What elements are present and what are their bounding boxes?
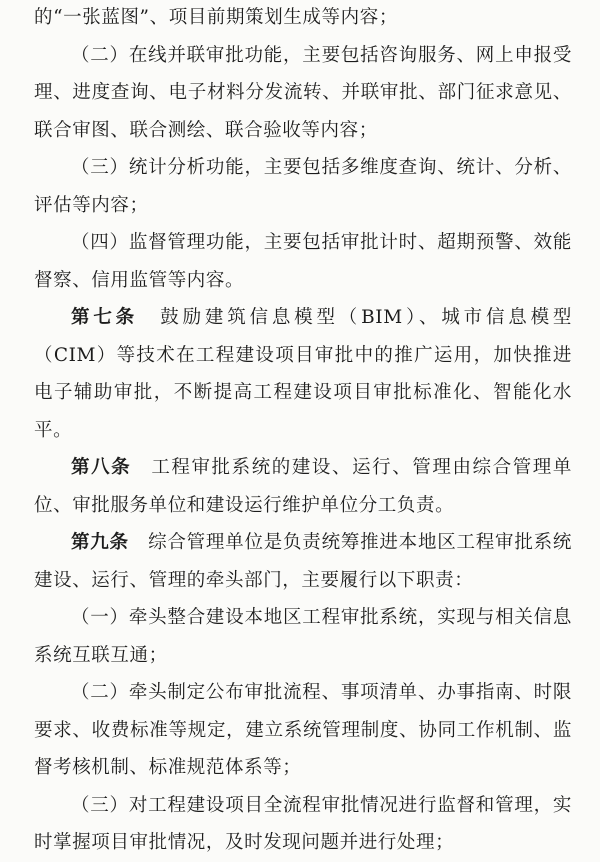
paragraph-duty-1 [34, 599, 572, 674]
paragraph-text: （三）对工程建设项目全流程审批情况进行监督和管理，实时掌握项目审批情况，及时发现问题并进行处理； [34, 794, 572, 853]
article-8 [34, 449, 572, 524]
article-text: 工程审批系统的建设、运行、管理由综合管理单位、审批服务单位和建设运行维护单位分工负责。 [34, 457, 572, 516]
paragraph-text: （四）监督管理功能，主要包括审批计时、超期预警、效能督察、信用监管等内容。 [34, 232, 572, 291]
article-number: 第七条 [71, 307, 138, 328]
article-7 [34, 299, 572, 449]
paragraph-text: （一）牵头整合建设本地区工程审批系统，实现与相关信息系统互联互通； [34, 607, 572, 666]
article-number: 第九条 [71, 532, 129, 553]
paragraph-continuation [34, 0, 572, 37]
paragraph-duty-3 [34, 787, 572, 862]
article-9 [34, 524, 572, 599]
paragraph-text: （二）在线并联审批功能，主要包括咨询服务、网上申报受理、进度查询、电子材料分发流转、并联审批、部门征求意见、联合审图、联合测绘、联合验收等内容； [34, 44, 572, 141]
paragraph-text: （二）牵头制定公布审批流程、事项清单、办事指南、时限要求、收费标准等规定，建立系统管理制度、协同工作机制、监督考核机制、标准规范体系等； [34, 682, 572, 778]
paragraph-item-4 [34, 224, 572, 299]
paragraph-item-2 [34, 37, 572, 150]
paragraph-text: （三）统计分析功能，主要包括多维度查询、统计、分析、评估等内容； [34, 157, 572, 216]
paragraph-item-3 [34, 149, 572, 224]
paragraph-text: 的“一张蓝图”、项目前期策划生成等内容； [34, 7, 398, 28]
article-text: 综合管理单位是负责统筹推进本地区工程审批系统建设、运行、管理的牵头部门，主要履行以下职责： [34, 532, 572, 591]
article-number: 第八条 [71, 457, 132, 478]
article-text: 鼓励建筑信息模型（BIM）、城市信息模型（CIM）等技术在工程建设项目审批中的推广运用，加快推进电子辅助审批，不断提高工程建设项目审批标准化、智能化水平。 [34, 307, 572, 441]
paragraph-duty-2 [34, 674, 572, 787]
